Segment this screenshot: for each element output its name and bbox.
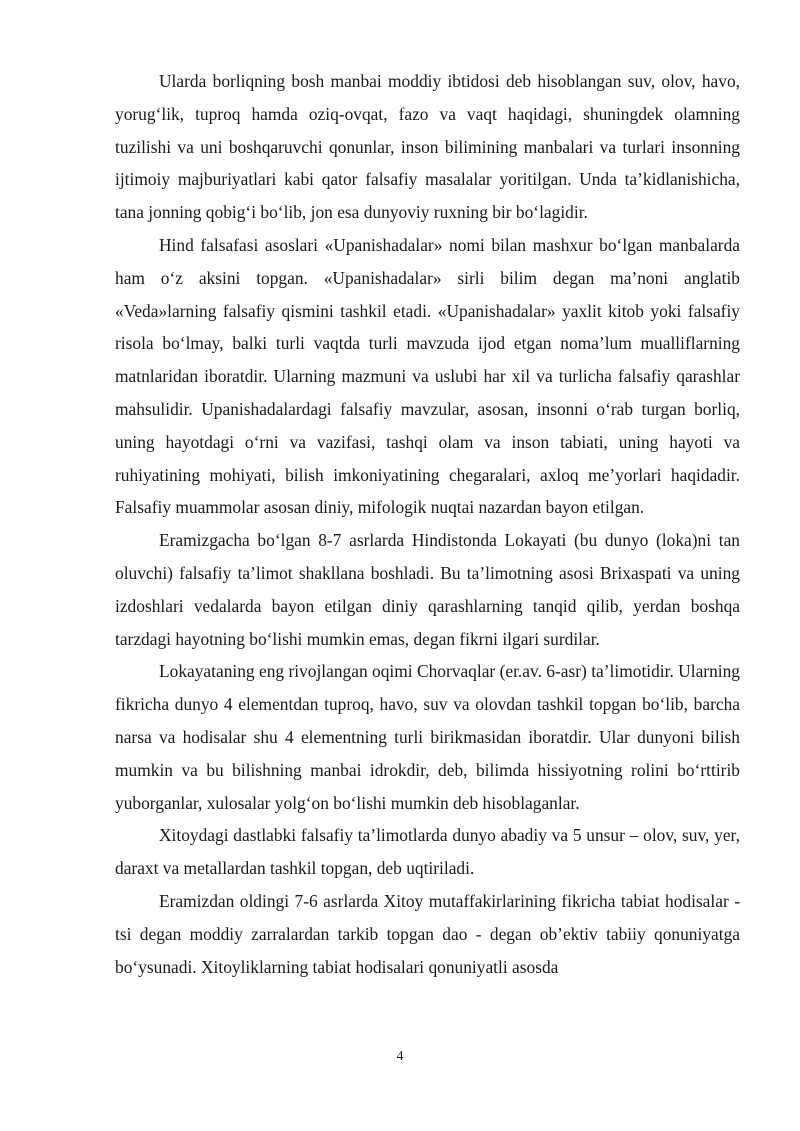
paragraph-elements-philosophy: Ularda borliqning bosh manbai moddiy ibtidosi deb hisoblangan suv, olov, havo, yorug‘lik, tuproq hamda oziq-ovqat, fazo va vaqt haqidagi, shuningdek olamning tuzilishi va uni boshqaruvchi qonunlar, inson bilimining manbalari va turlari insonning ijtimoiy majburiyatlari kabi qator falsafiy masalalar yoritilgan. Unda ta’kidlanishicha, tana jonning qobig‘i bo‘lib, jon esa dunyoviy ruxning bir bo‘lagidir. — [115, 71, 740, 223]
page-number: 4 — [396, 1049, 404, 1064]
paragraph-lokayata: Eramizgacha bo‘lgan 8-7 asrlarda Hindistonda Lokayati (bu dunyo (loka)ni tan oluvchi) falsafiy ta’limot shakllana boshladi. Bu ta’limotning asosi Brixaspati va uning izdoshlari vedalarda bayon etilgan diniy qarashlarning tanqid qilib, yerdan boshqa tarzdagi hayotning bo‘lishi mumkin emas, degan fikrni ilgari surdilar. — [115, 530, 740, 649]
paragraph-upanishads: Hind falsafasi asoslari «Upanishadalar» nomi bilan mashxur bo‘lgan manbalarda ham o‘z aksini topgan. «Upanishadalar» sirli bilim degan ma’noni anglatib «Veda»larning falsafiy qismini tashkil etadi. «Upanishadalar» yaxlit kitob yoki falsafiy risola bo‘lmay, balki turli vaqtda turli mavzuda ijod etgan noma’lum mualliflarning matnlaridan iboratdir. Ularning mazmuni va uslubi har xil va turlicha falsafiy qarashlar mahsulidir. Upanishadalardagi falsafiy mavzular, asosan, insonni o‘rab turgan borliq, uning hayotdagi o‘rni va vazifasi, tashqi olam va inson tabiati, uning hayoti va ruhiyatining mohiyati, bilish imkoniyatining chegaralari, axloq me’yorlari haqidadir. Falsafiy muammolar asosan diniy, mifologik nuqtai nazardan bayon etilgan. — [115, 234, 740, 518]
page-body — [115, 65, 740, 983]
paragraph-chinese-thinkers: Eramizdan oldingi 7-6 asrlarda Xitoy mutaffakirlarining fikricha tabiat hodisalar -tsi degan moddiy zarralardan tarkib topgan dao - degan ob’ektiv tabiiy qonuniyatga bo‘ysunadi. Xitoyliklarning tabiat hodisalari qonuniyatli asosda — [115, 890, 740, 977]
paragraph-chinese-elements: Xitoydagi dastlabki falsafiy ta’limotlarda dunyo abadiy va 5 unsur – olov, suv, yer, daraxt va metallardan tashkil topgan, deb uqtiriladi. — [115, 825, 740, 879]
paragraph-charvaka: Lokayataning eng rivojlangan oqimi Chorvaqlar (er.av. 6-asr) ta’limotidir. Ularning fikricha dunyo 4 elementdan tuproq, havo, suv va olovdan tashkil topgan bo‘lib, barcha narsa va hodisalar shu 4 elementning turli birikmasidan iboratdir. Ular dunyoni bilish mumkin va bu bilishning manbai idrokdir, deb, bilimda hissiyotning rolini bo‘rttirib yuborganlar, xulosalar yolg‘on bo‘lishi mumkin deb hisoblaganlar. — [115, 661, 740, 813]
